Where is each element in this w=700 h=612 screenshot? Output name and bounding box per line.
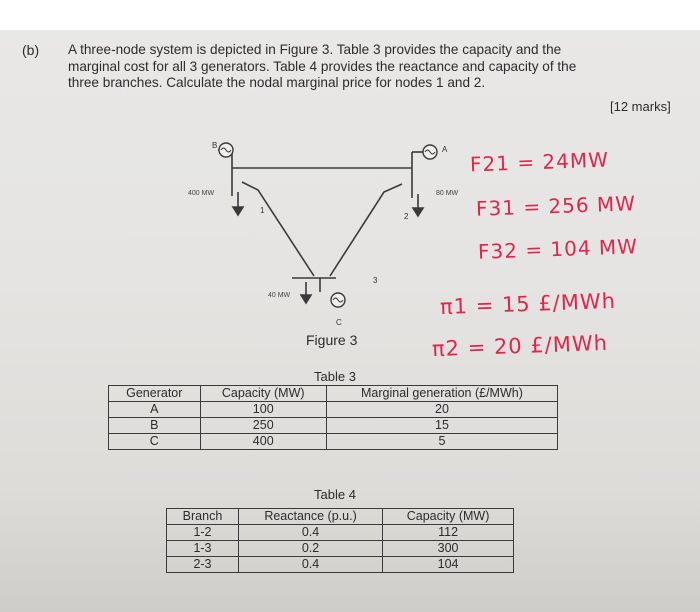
gen-c-label: C: [336, 318, 342, 327]
table-cell: A: [109, 402, 201, 418]
table-header-cell: Marginal generation (£/MWh): [326, 386, 557, 402]
table-header-row: [109, 386, 558, 402]
line-1-3: [242, 182, 314, 276]
handwriting-f21: F21 = 24MW: [469, 147, 610, 177]
node-2-label: 2: [404, 212, 409, 221]
table-cell: 112: [383, 525, 514, 541]
handwriting-pi2: π2 = 20 £/MWh: [431, 330, 609, 362]
table-header-cell: Generator: [109, 386, 201, 402]
node-1-label: 1: [260, 206, 265, 215]
question-text: A three-node system is depicted in Figure 3. Table 3 provides the capacity and the marginal cost for all 3 generators. Table 4 provides the reactance and capacity of the three branches. Calculate the nodal marginal price for nodes 1 and 2.: [68, 42, 577, 90]
table-cell: 100: [200, 402, 326, 418]
table-cell: 20: [326, 402, 557, 418]
table-header-cell: Capacity (MW): [383, 509, 514, 525]
table-cell: 5: [326, 434, 557, 450]
table-cell: 0.4: [238, 525, 382, 541]
table-cell: 1-3: [167, 541, 239, 557]
table-cell: 300: [383, 541, 514, 557]
table-4: [166, 508, 514, 573]
table-header-cell: Reactance (p.u.): [238, 509, 382, 525]
table-cell: B: [109, 418, 201, 434]
load-3-label: 40 MW: [268, 292, 291, 299]
question-label: (b): [22, 42, 40, 58]
table-cell: 104: [383, 557, 514, 573]
table-cell: 400: [200, 434, 326, 450]
marks-label: [12 marks]: [610, 99, 671, 114]
table-header-row: [167, 509, 514, 525]
table-row: [109, 434, 558, 450]
handwriting-f32: F32 = 104 MW: [477, 234, 639, 264]
table-cell: 15: [326, 418, 557, 434]
table-header-cell: Branch: [167, 509, 239, 525]
load-1-arrow: [233, 207, 243, 215]
table-cell: 250: [200, 418, 326, 434]
figure-caption: Figure 3: [306, 332, 358, 348]
table-row: [109, 418, 558, 434]
table-row: [167, 557, 514, 573]
load-2-label: 80 MW: [436, 190, 459, 197]
line-2-3: [330, 184, 402, 276]
table-3: [108, 385, 558, 450]
table-cell: 0.2: [238, 541, 382, 557]
handwriting-f31: F31 = 256 MW: [475, 191, 637, 221]
table-row: [167, 525, 514, 541]
table-3-caption: Table 3: [314, 369, 356, 384]
load-3-arrow: [301, 295, 311, 303]
table-cell: 0.4: [238, 557, 382, 573]
table-cell: C: [109, 434, 201, 450]
table-row: [167, 541, 514, 557]
gen-a-label: A: [442, 145, 448, 154]
table-header-cell: Capacity (MW): [200, 386, 326, 402]
table-cell: 2-3: [167, 557, 239, 573]
load-2-arrow: [413, 208, 423, 216]
load-1-label: 400 MW: [188, 190, 215, 197]
table-4-caption: Table 4: [314, 487, 356, 502]
table-cell: 1-2: [167, 525, 239, 541]
gen-b-label: B: [212, 141, 218, 150]
node-3-label: 3: [373, 276, 378, 285]
handwriting-pi1: π1 = 15 £/MWh: [439, 288, 617, 320]
table-row: [109, 402, 558, 418]
